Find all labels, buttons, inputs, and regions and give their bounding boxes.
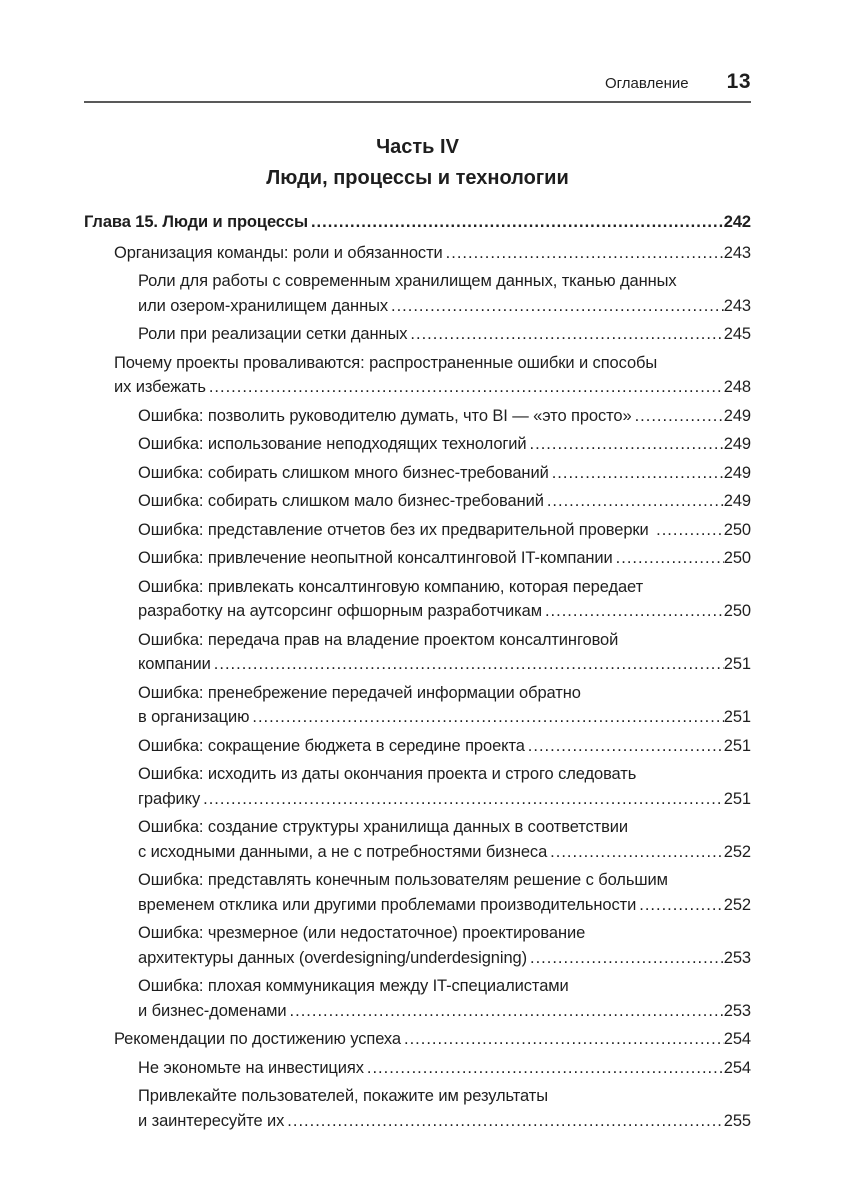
toc-list — [84, 210, 751, 1137]
toc-entry — [84, 575, 751, 624]
toc-entry-page: 242 — [723, 213, 751, 231]
toc-entry-text: Ошибка: собирать слишком много бизнес-требований — [138, 463, 549, 482]
toc-entry-text: Ошибка: позволить руководителю думать, что BI — «это просто» — [138, 406, 632, 425]
toc-entry-text: Ошибка: передача прав на владение проектом консалтинговой — [138, 630, 619, 649]
toc-entry-text: их избежать — [114, 378, 206, 396]
toc-entry-text: Ошибка: сокращение бюджета в середине проекта — [138, 736, 525, 755]
toc-entry-text: Ошибка: плохая коммуникация между IT-специалистами — [138, 977, 569, 995]
toc-entry — [84, 868, 751, 917]
toc-entry — [84, 628, 751, 677]
dot-leader — [203, 787, 724, 812]
dot-leader — [214, 652, 724, 677]
toc-entry — [84, 1027, 751, 1052]
toc-entry-page: 251 — [723, 655, 751, 673]
toc-entry-page: 243 — [723, 243, 751, 262]
dot-leader — [639, 893, 724, 918]
toc-entry-page: 254 — [723, 1058, 751, 1077]
dot-leader — [410, 322, 723, 347]
dot-leader — [616, 546, 724, 571]
toc-entry-text: Ошибка: создание структуры хранилища данных в соответствии — [138, 818, 629, 836]
toc-entry — [84, 404, 751, 429]
toc-entry-text: с исходными данными, а не с потребностями бизнеса — [138, 842, 548, 861]
toc-entry-page: 254 — [723, 1030, 751, 1048]
toc-entry-text: или озером-хранилищем данных — [138, 296, 388, 315]
toc-entry-text: Рекомендации по достижению успеха — [114, 1030, 401, 1048]
toc-entry-text: архитектуры данных (overdesigning/underdesigning) — [138, 948, 527, 967]
toc-entry — [84, 734, 751, 759]
dot-leader — [290, 999, 724, 1024]
dot-leader — [252, 705, 723, 730]
dot-leader — [404, 1027, 724, 1052]
toc-entry-page: 250 — [723, 520, 751, 539]
toc-entry — [84, 432, 751, 457]
toc-entry — [84, 762, 751, 811]
toc-entry-text: Ошибка: представлять конечным пользователям решение с большим — [138, 871, 668, 889]
header-rule — [84, 101, 751, 103]
toc-entry-text: Ошибка: пренебрежение передачей информации обратно — [138, 683, 581, 702]
toc-entry — [84, 489, 751, 514]
dot-leader — [656, 518, 724, 543]
toc-entry-text: компании — [138, 655, 211, 673]
toc-entry-page: 251 — [723, 708, 751, 726]
toc-entry-text: и бизнес-доменами — [138, 1001, 287, 1020]
toc-entry-page: 249 — [723, 406, 751, 425]
toc-entry — [84, 921, 751, 970]
toc-entry-page: 249 — [723, 492, 751, 510]
toc-entry-text: и заинтересуйте их — [138, 1111, 285, 1130]
dot-leader — [287, 1109, 723, 1134]
toc-entry-text: в организацию — [138, 708, 250, 726]
dot-leader — [552, 461, 724, 486]
toc-entry — [84, 210, 751, 235]
toc-entry-page: 252 — [723, 842, 751, 861]
part-label: Часть IV — [376, 136, 459, 158]
part-title: Люди, процессы и технологии — [266, 167, 569, 189]
toc-entry — [84, 546, 751, 571]
toc-entry — [84, 518, 751, 543]
toc-entry-page: 251 — [723, 789, 751, 808]
toc-entry — [84, 269, 751, 318]
toc-entry — [84, 1084, 751, 1133]
toc-entry-page: 253 — [723, 948, 751, 967]
dot-leader — [530, 432, 724, 457]
dot-leader — [311, 210, 724, 235]
toc-entry-page: 251 — [723, 736, 751, 755]
toc-entry-text: Роли при реализации сетки данных — [138, 325, 408, 343]
toc-entry-page: 249 — [723, 435, 751, 453]
toc-entry — [84, 681, 751, 730]
running-title: Оглавление — [605, 75, 689, 92]
toc-entry-page: 243 — [723, 296, 751, 315]
toc-entry-text: Глава 15. Люди и процессы — [84, 213, 308, 231]
toc-entry-text: разработку на аутсорсинг офшорным разработчикам — [138, 602, 542, 620]
toc-entry-page: 245 — [723, 325, 751, 343]
toc-entry — [84, 461, 751, 486]
dot-leader — [391, 294, 724, 319]
toc-entry-text: Ошибка: представление отчетов без их предварительной проверки — [138, 520, 654, 539]
toc-entry-page: 255 — [723, 1111, 751, 1130]
toc-entry-text: Привлекайте пользователей, покажите им результаты — [138, 1087, 548, 1105]
toc-entry-text: Ошибка: привлекать консалтинговую компанию, которая передает — [138, 577, 644, 596]
toc-entry — [84, 322, 751, 347]
dot-leader — [547, 489, 724, 514]
page-number: 13 — [726, 70, 751, 93]
toc-entry-text: графику — [138, 789, 201, 808]
toc-entry-text: временем отклика или другими проблемами производительности — [138, 895, 637, 914]
toc-entry-text: Роли для работы с современным хранилищем данных, тканью данных — [138, 272, 677, 290]
toc-entry-text: Организация команды: роли и обязанности — [114, 243, 443, 262]
page-header — [84, 70, 751, 94]
toc-entry-text: Ошибка: привлечение неопытной консалтинговой IT-компании — [138, 549, 613, 567]
toc-entry-text: Ошибка: исходить из даты окончания проекта и строго следовать — [138, 765, 637, 783]
toc-entry — [84, 815, 751, 864]
toc-entry-page: 250 — [723, 549, 751, 567]
toc-entry-page: 252 — [723, 895, 751, 914]
toc-entry — [84, 974, 751, 1023]
toc-entry-page: 249 — [723, 463, 751, 482]
dot-leader — [446, 241, 724, 266]
toc-entry-text: Почему проекты проваливаются: распространенные ошибки и способы — [114, 353, 658, 372]
dot-leader — [530, 946, 724, 971]
toc-entry — [84, 241, 751, 266]
toc-entry-page: 250 — [723, 602, 751, 620]
dot-leader — [550, 840, 724, 865]
part-heading — [84, 132, 751, 194]
toc-entry-page: 253 — [723, 1001, 751, 1020]
toc-entry — [84, 351, 751, 400]
toc-entry — [84, 1056, 751, 1081]
toc-entry-text: Ошибка: использование неподходящих технологий — [138, 435, 527, 453]
dot-leader — [528, 734, 724, 759]
toc-entry-text: Не экономьте на инвестициях — [138, 1058, 364, 1077]
dot-leader — [635, 404, 724, 429]
toc-entry-text: Ошибка: чрезмерное (или недостаточное) проектирование — [138, 924, 586, 942]
dot-leader — [367, 1056, 724, 1081]
dot-leader — [545, 599, 724, 624]
dot-leader — [209, 375, 724, 400]
toc-entry-page: 248 — [723, 378, 751, 396]
toc-entry-text: Ошибка: собирать слишком мало бизнес-требований — [138, 492, 544, 510]
